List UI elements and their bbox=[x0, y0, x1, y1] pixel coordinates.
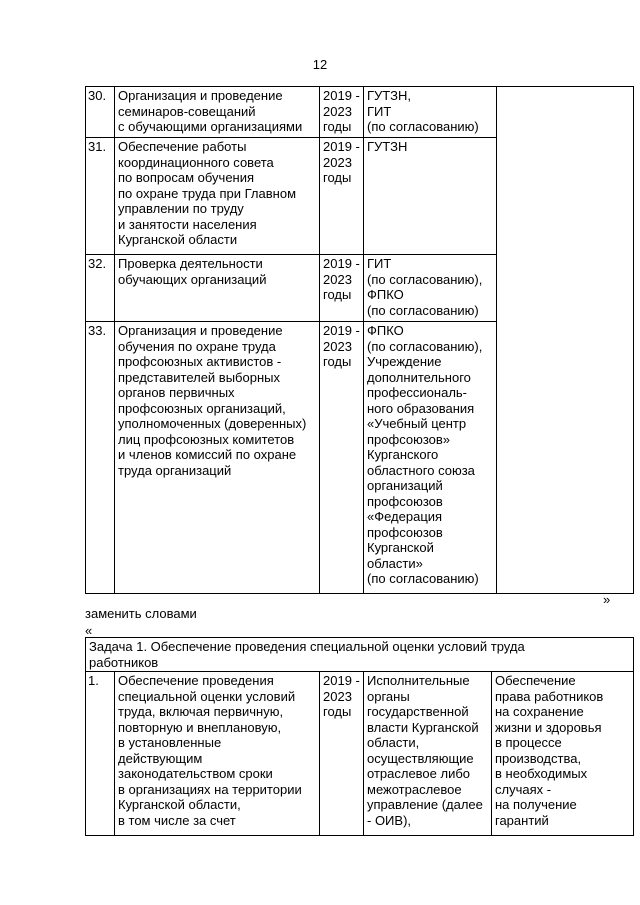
page-number: 12 bbox=[312, 57, 328, 72]
opening-quote: « bbox=[85, 623, 93, 638]
event-cell: Проверка деятельности обучающих организаций bbox=[115, 255, 320, 322]
row-number: 32. bbox=[86, 255, 115, 322]
executors-cell: ФПКО (по согласованию), Учреждение дополнительного профессиональ- ного образования «Учебный центр профсоюзов» Курганского областного союза организаций профсоюзов «Федерация профсоюзов Курганской области» (по согласованию) bbox=[364, 322, 497, 594]
result-cell: Обеспечение права работников на сохранение жизни и здоровья в процессе производства, в необходимых случаях - на получение гарантий bbox=[492, 672, 634, 836]
replace-instruction: заменить словами bbox=[85, 606, 197, 621]
executors-cell: ГУТЗН bbox=[364, 138, 497, 255]
years-cell: 2019 - 2023 годы bbox=[320, 255, 364, 322]
executors-cell: ГУТЗН, ГИТ (по согласованию) bbox=[364, 87, 497, 138]
task-header-row bbox=[86, 638, 634, 672]
table-row bbox=[86, 87, 634, 138]
executors-cell: Исполнительные органы государственной власти Курганской области, осуществляющие отраслевое либо межотраслевое управление (далее - ОИВ), bbox=[364, 672, 492, 836]
event-cell: Обеспечение работы координационного совета по вопросам обучения по охране труда при Главном управлении по труду и занятости населения Курганской области bbox=[115, 138, 320, 255]
years-cell: 2019 - 2023 годы bbox=[320, 87, 364, 138]
closing-quote: » bbox=[603, 592, 611, 607]
event-cell: Обеспечение проведения специальной оценки условий труда, включая первичную, повторную и внеплановую, в установленные действующим законодательством сроки в организациях на территории Курганской области, в том числе за счет bbox=[115, 672, 320, 836]
measures-table-new bbox=[85, 637, 634, 836]
table-row bbox=[86, 672, 634, 836]
result-cell-empty bbox=[497, 87, 634, 594]
row-number: 31. bbox=[86, 138, 115, 255]
event-cell: Организация и проведение обучения по охране труда профсоюзных активистов - представителей выборных органов первичных профсоюзных организаций, уполномоченных (доверенных) лиц профсоюзных комитетов и членов комиссий по охране труда организаций bbox=[115, 322, 320, 594]
years-cell: 2019 - 2023 годы bbox=[320, 322, 364, 594]
measures-table-old bbox=[85, 86, 634, 594]
task-title: Задача 1. Обеспечение проведения специальной оценки условий труда работников bbox=[86, 638, 634, 672]
event-cell: Организация и проведение семинаров-совещаний с обучающими организациями bbox=[115, 87, 320, 138]
row-number: 30. bbox=[86, 87, 115, 138]
row-number: 33. bbox=[86, 322, 115, 594]
years-cell: 2019 - 2023 годы bbox=[320, 138, 364, 255]
executors-cell: ГИТ (по согласованию), ФПКО (по согласованию) bbox=[364, 255, 497, 322]
years-cell: 2019 - 2023 годы bbox=[320, 672, 364, 836]
row-number: 1. bbox=[86, 672, 115, 836]
